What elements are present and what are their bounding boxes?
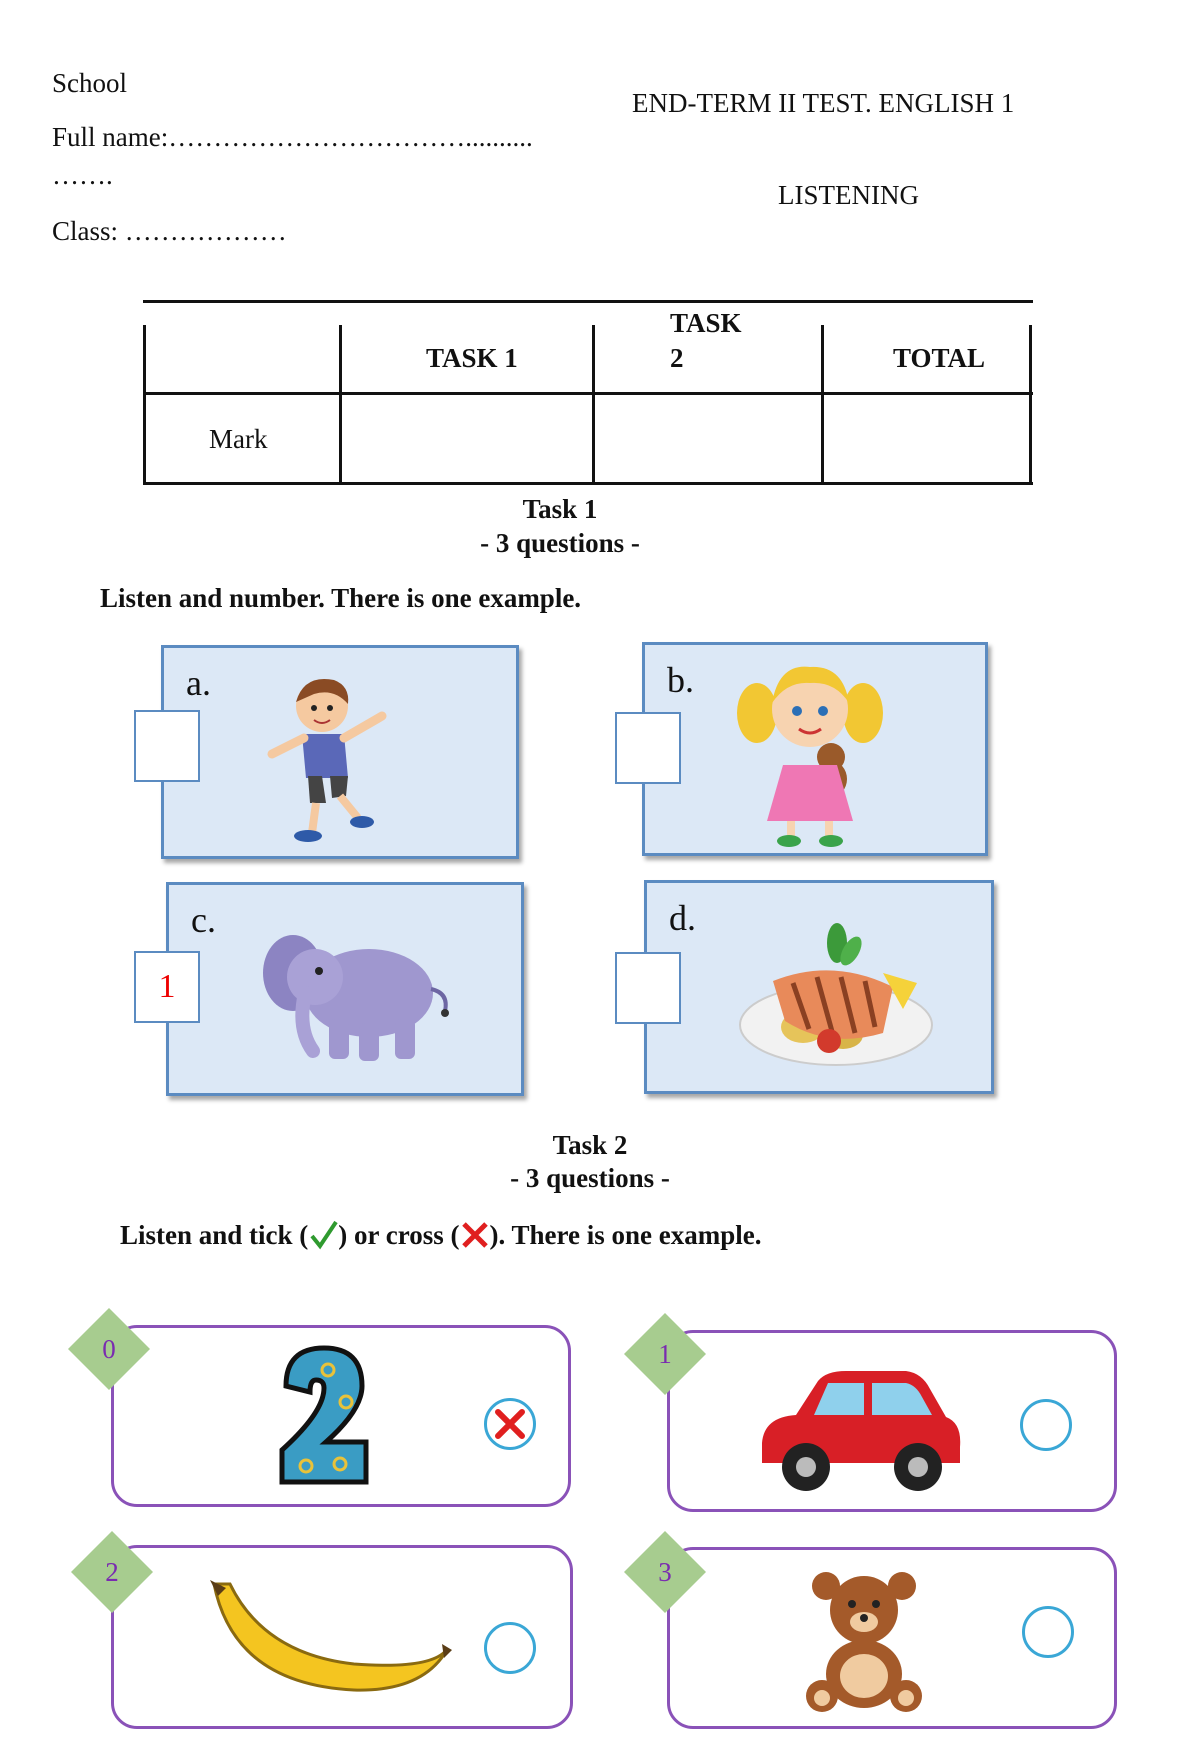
task2-card-3 [667, 1547, 1117, 1729]
class-label: Class: ……………… [52, 216, 287, 246]
number-badge-2-label: 2 [105, 1557, 119, 1587]
task1-instruction: Listen and number. There is one example. [100, 583, 582, 613]
grilled-fish-plate-picture-icon [733, 917, 939, 1073]
number-badge-1-label: 1 [658, 1339, 672, 1369]
answer-box-c[interactable]: 1 [134, 951, 200, 1023]
card-label: c. [191, 900, 216, 940]
task1-card-d [644, 880, 994, 1094]
task1-card-a [161, 645, 519, 859]
task1-card-b [642, 642, 988, 856]
task2-card-0 [111, 1325, 571, 1507]
task2-title: Task 2 [552, 1130, 628, 1160]
task2-subtitle: - 3 questions - [510, 1163, 670, 1193]
banana-picture-icon [204, 1574, 454, 1704]
card-label: d. [669, 898, 696, 938]
number-badge-3-label: 3 [658, 1557, 672, 1587]
answer-box-b[interactable] [615, 712, 681, 784]
card-label: b. [667, 660, 694, 700]
task2-card-1 [667, 1330, 1117, 1512]
task2-instruction: Listen and tick ( ) or cross ( ). There is one example. [120, 1220, 762, 1250]
task1-subtitle: - 3 questions - [480, 528, 640, 558]
answer-circle-2[interactable] [484, 1622, 536, 1674]
teddy-bear-picture-icon [802, 1566, 926, 1716]
fullname-label: Full name:…………………………….......... [52, 122, 533, 152]
red-car-picture-icon [756, 1367, 964, 1493]
row-label-mark: Mark [209, 424, 268, 454]
number-badge-0-label: 0 [102, 1334, 116, 1364]
number-two-picture-icon [276, 1342, 372, 1492]
answer-circle-3[interactable] [1022, 1606, 1074, 1658]
cross-mark-icon [494, 1408, 526, 1440]
fullname-continuation: ……. [52, 160, 113, 190]
section-title: LISTENING [778, 180, 919, 210]
girl-with-teddy-picture-icon [735, 653, 885, 849]
boy-picture-icon [264, 668, 404, 848]
tick-icon [308, 1220, 338, 1250]
school-label: School [52, 68, 128, 98]
header-total: TOTAL [893, 343, 986, 373]
task1-title: Task 1 [522, 494, 598, 524]
task1-card-c [166, 882, 524, 1096]
header-task1: TASK 1 [426, 343, 518, 373]
answer-box-a[interactable] [134, 710, 200, 782]
card-label: a. [186, 663, 211, 703]
header-task2-line2: 2 [670, 343, 684, 373]
cross-icon [460, 1220, 490, 1250]
header-task2-line1: TASK [670, 308, 742, 338]
mark-table [143, 300, 1033, 486]
answer-box-d[interactable] [615, 952, 681, 1024]
task2-card-2 [111, 1545, 573, 1729]
answer-circle-1[interactable] [1020, 1399, 1072, 1451]
test-title: END-TERM II TEST. ENGLISH 1 [632, 88, 1015, 118]
elephant-picture-icon [259, 919, 459, 1069]
